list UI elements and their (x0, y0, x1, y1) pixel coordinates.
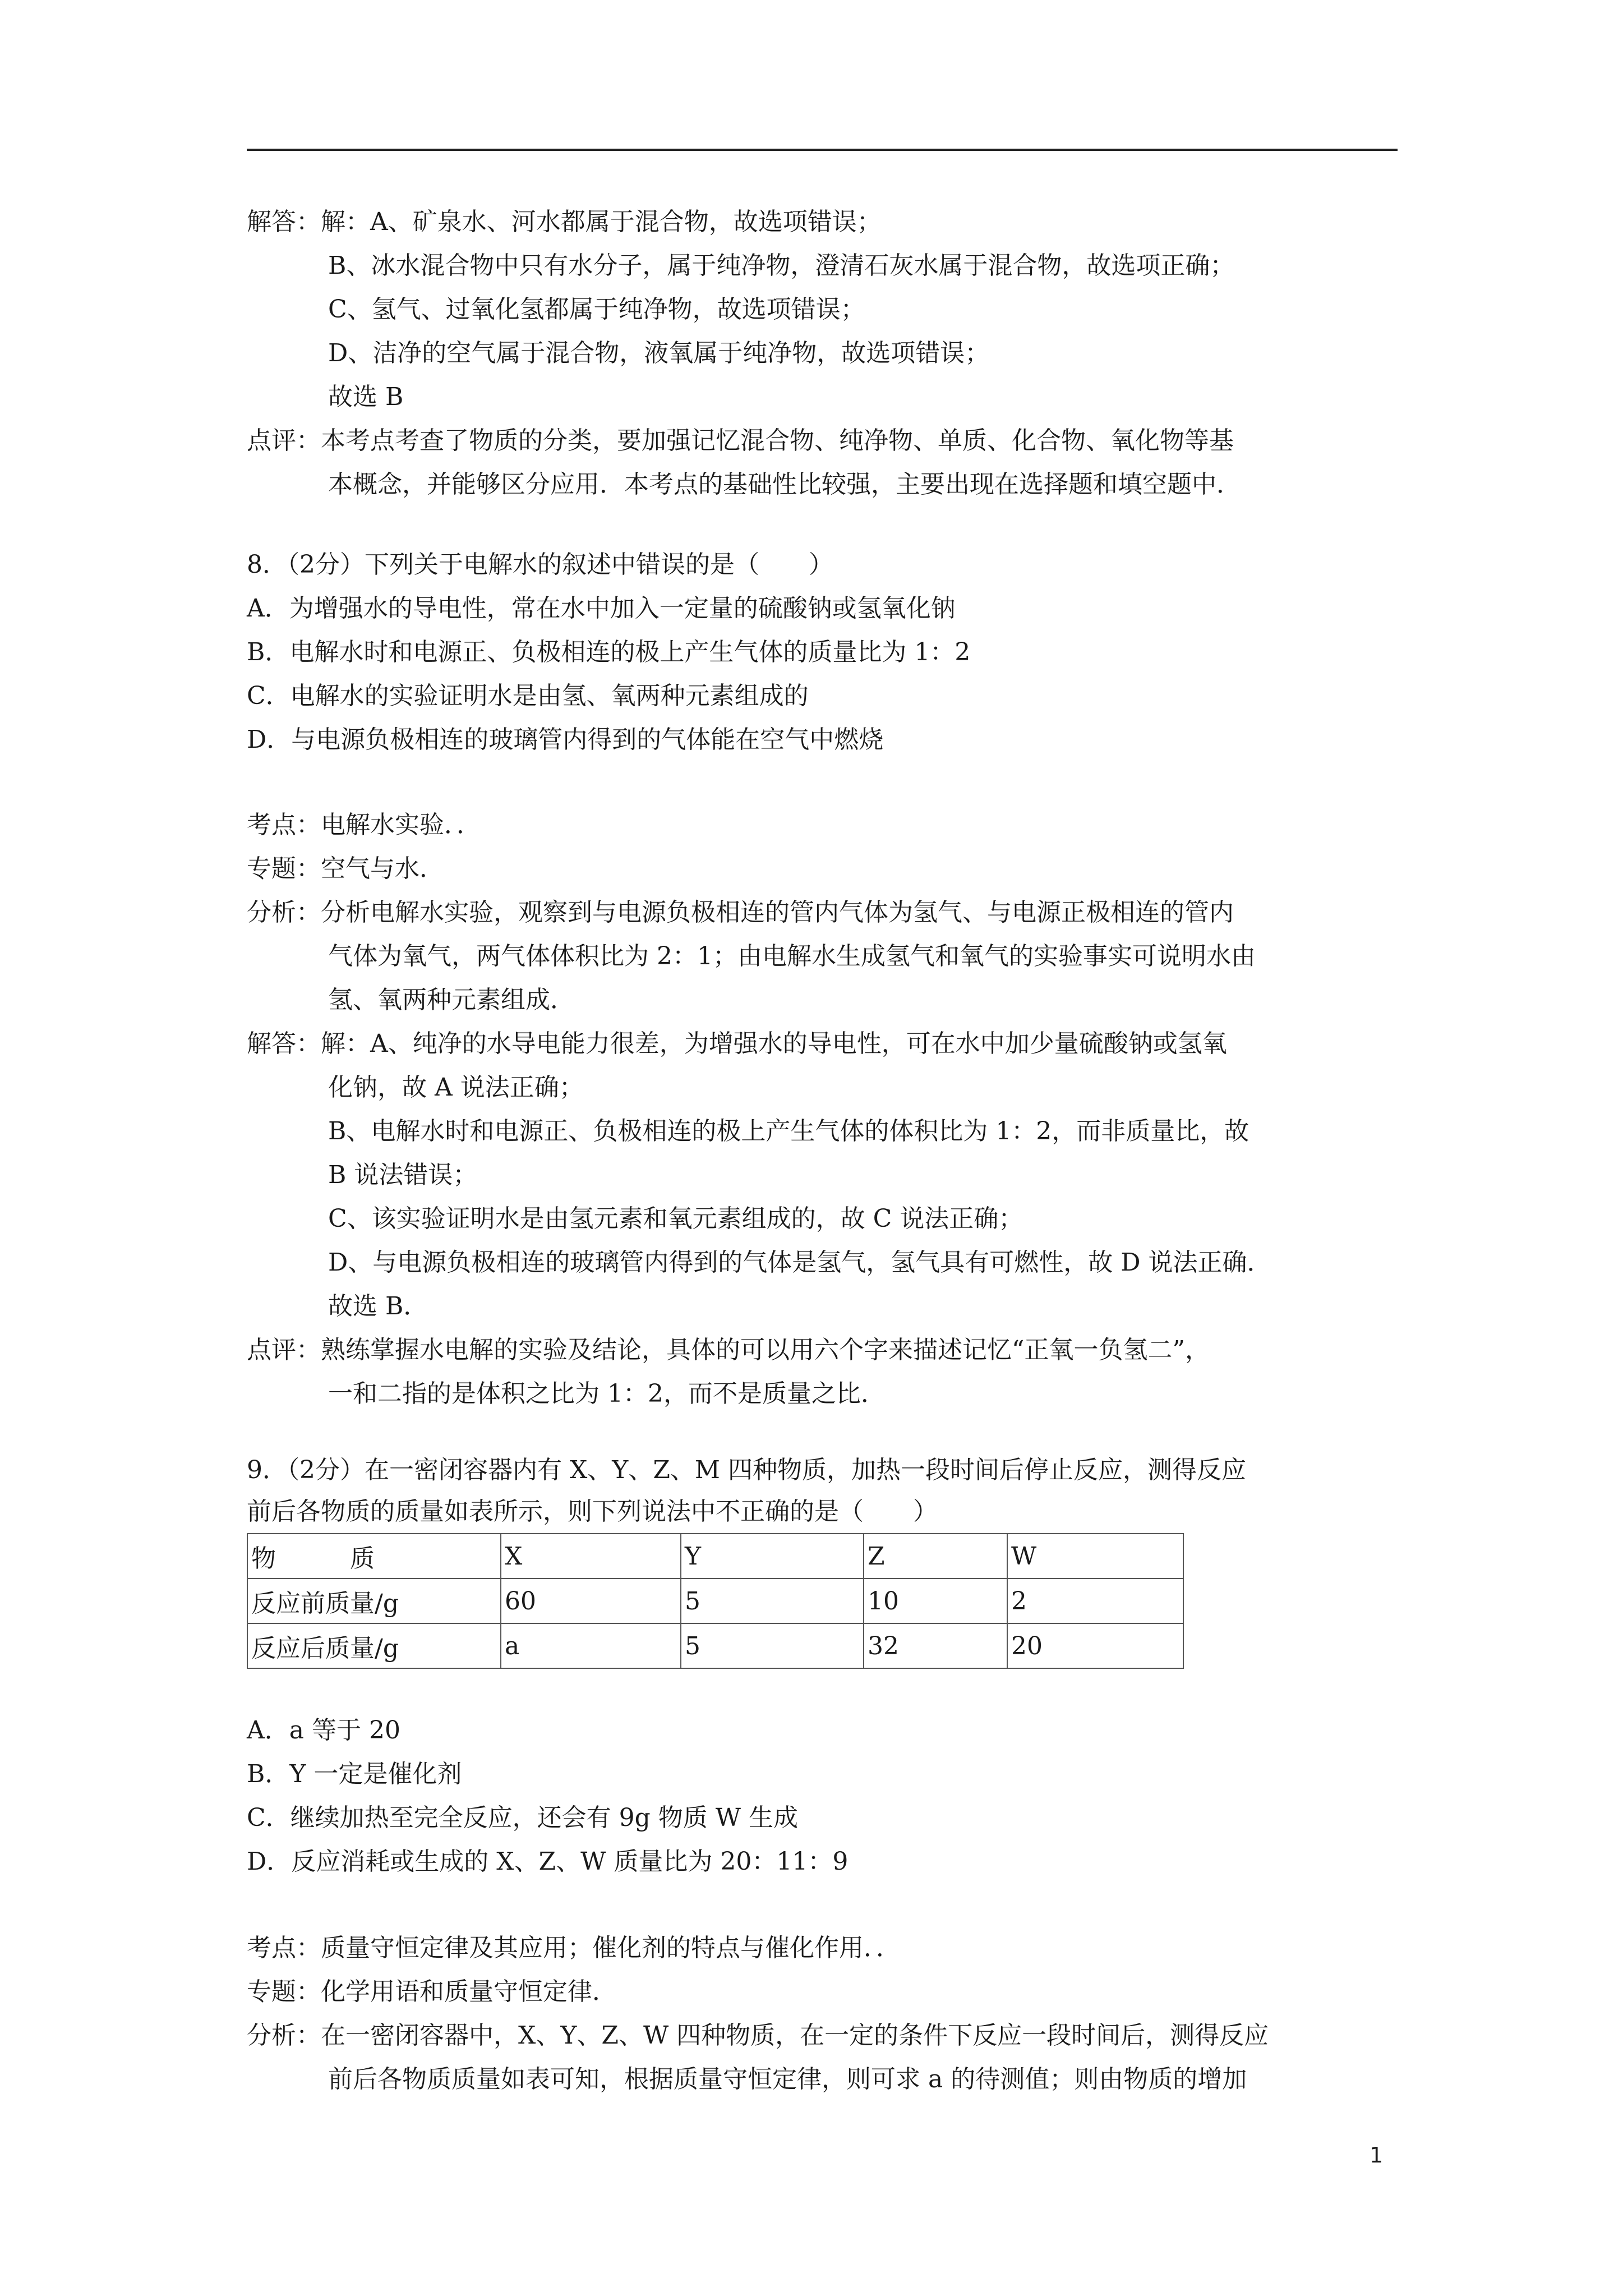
q9-fenxi-line: 前后各物质质量如表可知，根据质量守恒定律，则可求 a 的待测值；则由物质的增加 (328, 2065, 1247, 2093)
q8-jieda-line: D、与电源负极相连的玻璃管内得到的气体是氢气，氢气具有可燃性，故 D 说法正确． (328, 1248, 1272, 1277)
q9-stem-line: 前后各物质的质量如表所示，则下列说法中不正确的是（ ） (247, 1497, 938, 1526)
q8-question-block (247, 543, 1402, 762)
table-cell: a (501, 1623, 681, 1668)
q7-jieda-line: B、冰水混合物中只有水分子，属于纯净物，澄清石灰水属于混合物，故选项正确； (328, 251, 1235, 280)
q7-jieda-line: 解答：解：A、矿泉水、河水都属于混合物，故选项错误； (247, 208, 882, 236)
q8-fenxi-line: 气体为氧气，两气体体积比为 2：1；由电解水生成氢气和氧气的实验事实可说明水由 (328, 942, 1256, 970)
q8-jieda-line: 化钠，故 A 说法正确； (328, 1073, 584, 1102)
q8-option-b: B．电解水时和电源正、负极相连的极上产生气体的质量比为 1：2 (247, 638, 971, 666)
q9-stem-block (247, 1448, 1402, 1531)
header-rule (247, 149, 1398, 151)
q8-fenxi-line: 氢、氧两种元素组成． (328, 986, 575, 1014)
table-cell: 2 (1007, 1579, 1183, 1623)
table-cell: 5 (681, 1623, 864, 1668)
q9-option-c: C．继续加热至完全反应，还会有 9g 物质 W 生成 (247, 1803, 798, 1832)
q8-option-d: D．与电源负极相连的玻璃管内得到的气体能在空气中燃烧 (247, 725, 884, 754)
q8-jieda-line: 故选 B． (328, 1292, 428, 1320)
q7-jieda-line: D、洁净的空气属于混合物，液氧属于纯净物，故选项错误； (328, 339, 990, 367)
q8-fenxi-line: 分析：分析电解水实验，观察到与电源负极相连的管内气体为氢气、与电源正极相连的管内 (247, 898, 1234, 927)
q7-dianping-line: 本概念，并能够区分应用．本考点的基础性比较强，主要出现在选择题和填空题中． (328, 470, 1241, 499)
table-header-cell: Y (681, 1534, 864, 1579)
q7-jieda-line: 故选 B (328, 383, 404, 411)
q8-jieda-line: B、电解水时和电源正、负极相连的极上产生气体的体积比为 1：2，而非质量比，故 (328, 1117, 1249, 1145)
page-number: 1 (1370, 2143, 1384, 2168)
table-cell: 5 (681, 1579, 864, 1623)
table-header-cell: W (1007, 1534, 1183, 1579)
q8-jieda-line: C、该实验证明水是由氢元素和氧元素组成的，故 C 说法正确； (328, 1204, 1023, 1233)
q9-option-b: B．Y 一定是催化剂 (247, 1760, 462, 1788)
table-header-cell: 物 质 (247, 1534, 501, 1579)
q9-solution-block (247, 1926, 1402, 2101)
table-header-cell: Z (864, 1534, 1007, 1579)
q8-jieda-line: B 说法错误； (328, 1161, 478, 1189)
q8-kaodian: 考点：电解水实验．． (247, 811, 481, 839)
q8-zhuanti: 专题：空气与水． (247, 854, 444, 883)
table-header-cell: X (501, 1534, 681, 1579)
q7-dianping-line: 点评：本考点考查了物质的分类，要加强记忆混合物、纯净物、单质、化合物、氧化物等基 (247, 426, 1234, 455)
table-row (247, 1623, 1183, 1668)
q9-option-a: A．a 等于 20 (247, 1716, 400, 1745)
table-cell: 60 (501, 1579, 681, 1623)
table-cell: 10 (864, 1579, 1007, 1623)
q7-jieda-line: C、氢气、过氧化氢都属于纯净物，故选项错误； (328, 295, 865, 324)
table-row (247, 1579, 1183, 1623)
q8-option-c: C．电解水的实验证明水是由氢、氧两种元素组成的 (247, 682, 809, 710)
table-cell: 反应前质量/g (247, 1579, 501, 1623)
q8-jieda-line: 解答：解：A、纯净的水导电能力很差，为增强水的导电性，可在水中加少量硫酸钠或氢氧 (247, 1029, 1227, 1058)
table-header-row (247, 1534, 1183, 1579)
q9-fenxi-line: 分析：在一密闭容器中，X、Y、Z、W 四种物质，在一定的条件下反应一段时间后，测得反应 (247, 2021, 1269, 2050)
q9-option-d: D．反应消耗或生成的 X、Z、W 质量比为 20：11：9 (247, 1847, 849, 1876)
q9-options-block (247, 1709, 1402, 1884)
table-cell: 32 (864, 1623, 1007, 1668)
q9-kaodian: 考点：质量守恒定律及其应用；催化剂的特点与催化作用．． (247, 1934, 901, 1962)
table-cell: 反应后质量/g (247, 1623, 501, 1668)
q8-option-a: A．为增强水的导电性，常在水中加入一定量的硫酸钠或氢氧化钠 (247, 594, 956, 623)
q8-dianping-line: 点评：熟练掌握水电解的实验及结论，具体的可以用六个字来描述记忆“正氧一负氢二”， (247, 1336, 1210, 1364)
q8-solution-block (247, 803, 1402, 1416)
mass-table (247, 1533, 1184, 1669)
table-cell: 20 (1007, 1623, 1183, 1668)
q8-stem: 8．（2分）下列关于电解水的叙述中错误的是（ ） (247, 550, 833, 579)
q7-solution-block (247, 200, 1402, 507)
q8-dianping-line: 一和二指的是体积之比为 1：2，而不是质量之比． (328, 1379, 886, 1408)
q9-zhuanti: 专题：化学用语和质量守恒定律． (247, 1977, 617, 2006)
q9-stem-line: 9．（2分）在一密闭容器内有 X、Y、Z、M 四种物质，加热一段时间后停止反应，测得反应 (247, 1456, 1246, 1484)
